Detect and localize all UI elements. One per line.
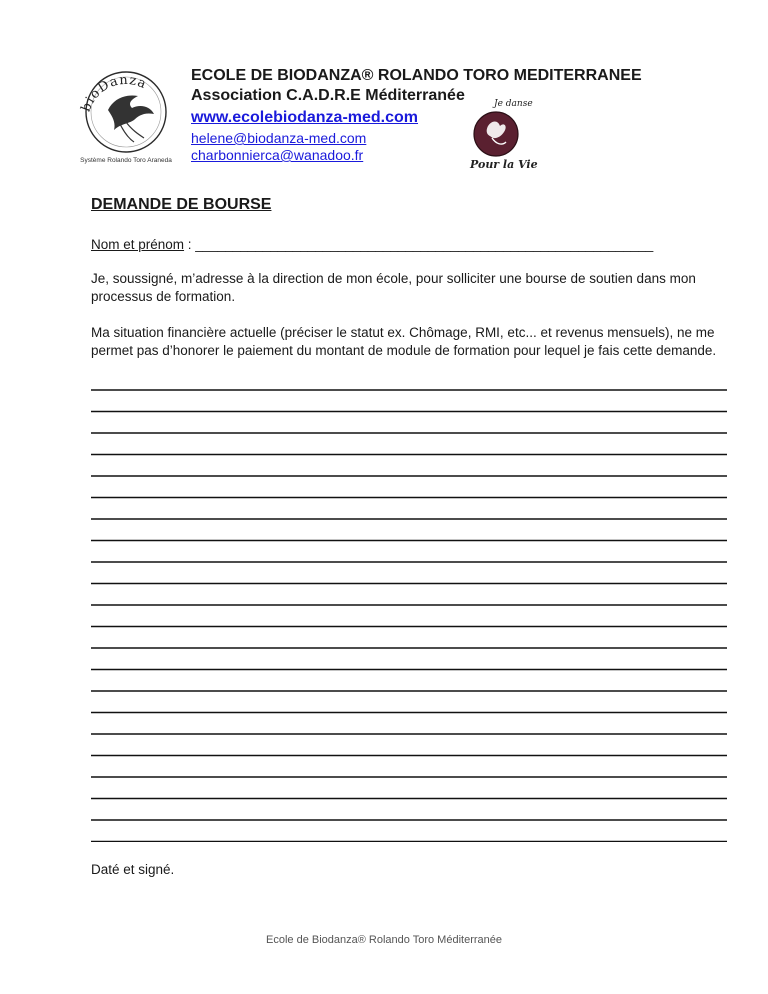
email-link[interactable]: helene@biodanza-med.com — [191, 130, 367, 146]
je-danse-logo — [466, 94, 558, 174]
school-name: ECOLE DE BIODANZA® ROLANDO TORO MEDITERRANEE — [191, 67, 642, 84]
name-line — [91, 236, 731, 254]
biodanza-logo — [68, 60, 184, 164]
paragraph-request: Je, soussigné, m’adresse à la direction de mon école, pour solliciter une bourse de soutien dans mon processus de formation. — [91, 271, 696, 304]
letterhead — [191, 66, 642, 164]
email-link[interactable]: charbonnierca@wanadoo.fr — [191, 147, 364, 163]
logo-right-bottom-text: Pour la Vie — [470, 158, 538, 171]
page-footer: Ecole de Biodanza® Rolando Toro Méditerranée — [266, 934, 502, 946]
website-link[interactable]: www.ecolebiodanza-med.com — [191, 109, 419, 126]
logo-left-caption: Système Rolando Toro Araneda — [80, 157, 172, 164]
signature-label: Daté et signé. — [91, 862, 175, 877]
document-title: DEMANDE DE BOURSE — [91, 196, 272, 213]
paragraph-situation: Ma situation financière actuelle (préciser le statut ex. Chômage, RMI, etc... et revenus mensuels), ne me permet pas d’honorer le paiement du montant de module de formation pour lequel je fais cette demande. — [91, 325, 717, 358]
name-label: Nom et prénom — [91, 237, 185, 252]
logo-right-top-text: Je danse — [494, 99, 533, 109]
writing-lines[interactable] — [91, 386, 727, 842]
association-name: Association C.A.D.R.E Méditerranée — [191, 87, 465, 104]
name-blank[interactable]: : _____________________________________________________________ — [184, 237, 654, 252]
logo-left-text: bioDanza — [78, 72, 150, 114]
